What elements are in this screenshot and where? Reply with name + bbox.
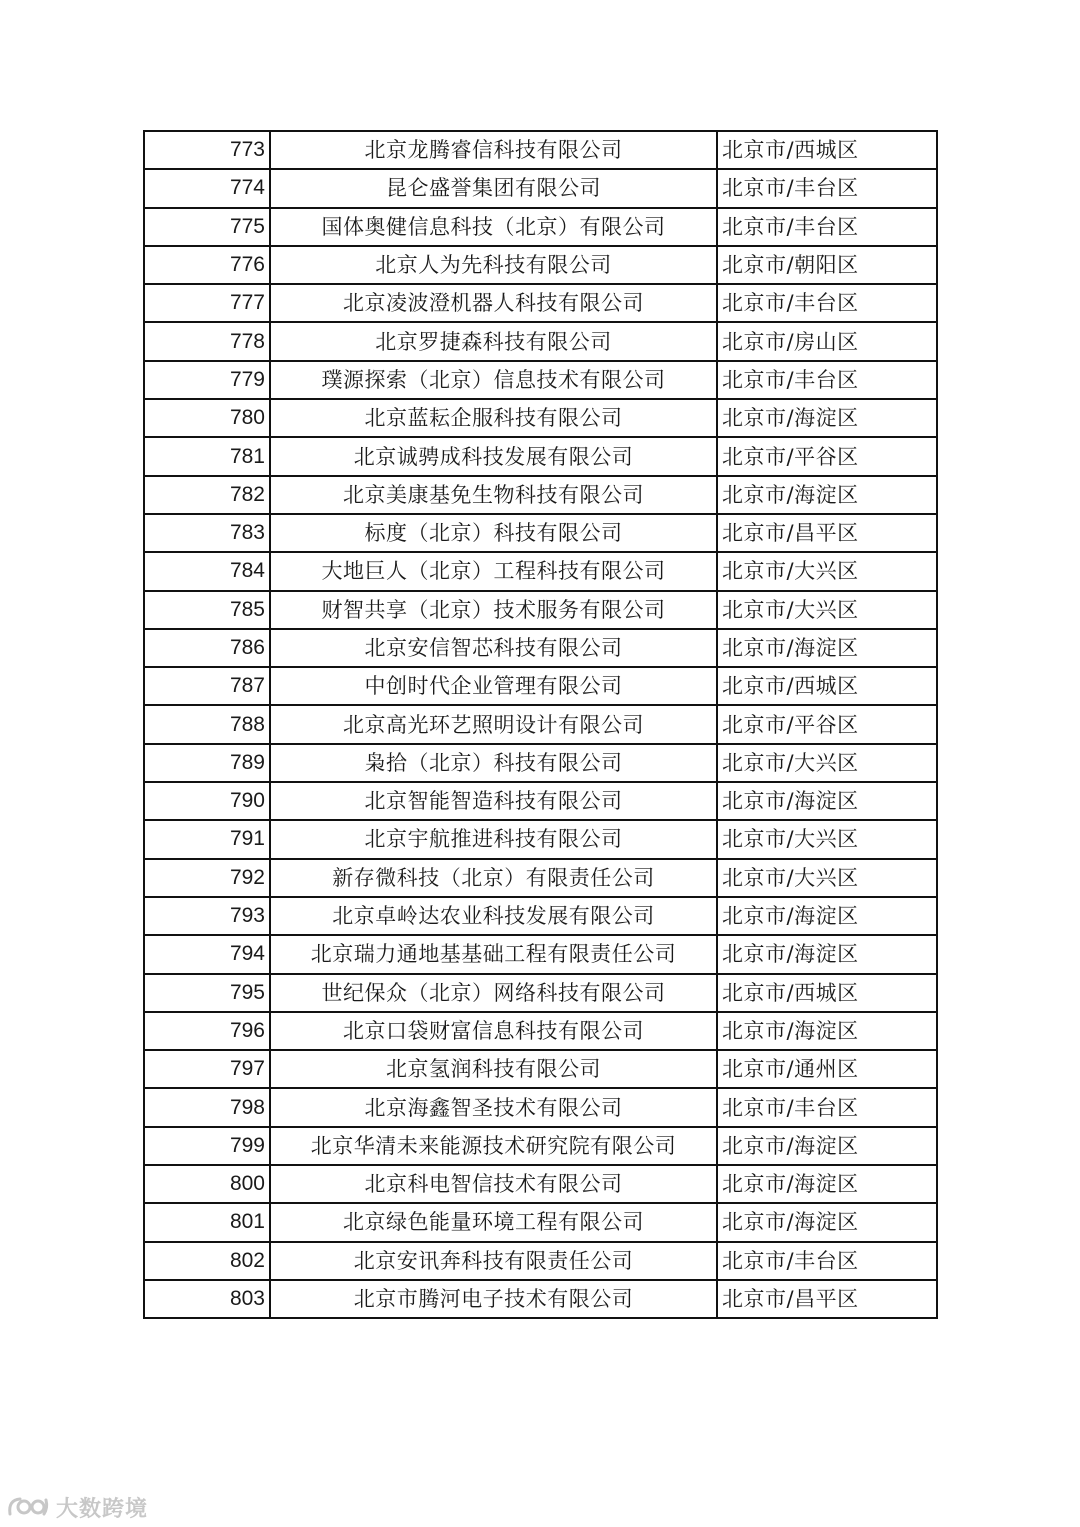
company-region: 北京市/大兴区 <box>717 820 937 858</box>
company-region: 北京市/西城区 <box>717 131 937 169</box>
table-row <box>144 1050 937 1088</box>
company-region: 北京市/朝阳区 <box>717 246 937 284</box>
company-name: 北京诚骋成科技发展有限公司 <box>270 437 717 475</box>
row-number: 784 <box>144 552 270 590</box>
table-row <box>144 1012 937 1050</box>
company-region: 北京市/昌平区 <box>717 1280 937 1318</box>
company-region: 北京市/西城区 <box>717 974 937 1012</box>
row-number: 775 <box>144 208 270 246</box>
company-region: 北京市/丰台区 <box>717 361 937 399</box>
company-region: 北京市/海淀区 <box>717 1012 937 1050</box>
company-region: 北京市/海淀区 <box>717 935 937 973</box>
company-name: 新存微科技（北京）有限责任公司 <box>270 859 717 897</box>
company-name: 中创时代企业管理有限公司 <box>270 667 717 705</box>
company-name: 璞源探索（北京）信息技术有限公司 <box>270 361 717 399</box>
table-row <box>144 552 937 590</box>
row-number: 779 <box>144 361 270 399</box>
company-name: 北京罗捷森科技有限公司 <box>270 322 717 360</box>
company-region: 北京市/海淀区 <box>717 1165 937 1203</box>
company-name: 北京智能智造科技有限公司 <box>270 782 717 820</box>
table-row <box>144 169 937 207</box>
table-row <box>144 208 937 246</box>
company-name: 枭拾（北京）科技有限公司 <box>270 744 717 782</box>
company-region: 北京市/海淀区 <box>717 1203 937 1241</box>
company-name: 北京海鑫智圣技术有限公司 <box>270 1088 717 1126</box>
row-number: 796 <box>144 1012 270 1050</box>
row-number: 778 <box>144 322 270 360</box>
row-number: 797 <box>144 1050 270 1088</box>
table-row <box>144 1242 937 1280</box>
company-region: 北京市/大兴区 <box>717 552 937 590</box>
table-row <box>144 361 937 399</box>
company-name: 国体奥健信息科技（北京）有限公司 <box>270 208 717 246</box>
company-name: 北京高光环艺照明设计有限公司 <box>270 705 717 743</box>
table-row <box>144 705 937 743</box>
company-region: 北京市/海淀区 <box>717 782 937 820</box>
table-row <box>144 1280 937 1318</box>
table-row <box>144 897 937 935</box>
company-name: 北京安信智芯科技有限公司 <box>270 629 717 667</box>
table-row <box>144 284 937 322</box>
row-number: 789 <box>144 744 270 782</box>
company-name: 北京瑞力通地基基础工程有限责任公司 <box>270 935 717 973</box>
row-number: 785 <box>144 591 270 629</box>
company-name: 世纪保众（北京）网络科技有限公司 <box>270 974 717 1012</box>
table-row <box>144 322 937 360</box>
table-row <box>144 667 937 705</box>
row-number: 782 <box>144 476 270 514</box>
row-number: 793 <box>144 897 270 935</box>
row-number: 787 <box>144 667 270 705</box>
row-number: 799 <box>144 1127 270 1165</box>
table-row <box>144 629 937 667</box>
company-region: 北京市/丰台区 <box>717 1088 937 1126</box>
row-number: 783 <box>144 514 270 552</box>
table-row <box>144 1127 937 1165</box>
row-number: 794 <box>144 935 270 973</box>
company-name: 北京科电智信技术有限公司 <box>270 1165 717 1203</box>
company-region: 北京市/海淀区 <box>717 629 937 667</box>
table-row <box>144 820 937 858</box>
company-region: 北京市/平谷区 <box>717 437 937 475</box>
table-row <box>144 859 937 897</box>
company-name: 北京美康基免生物科技有限公司 <box>270 476 717 514</box>
watermark-text: 大数跨境 <box>56 1496 149 1522</box>
row-number: 800 <box>144 1165 270 1203</box>
company-name: 北京华清未来能源技术研究院有限公司 <box>270 1127 717 1165</box>
row-number: 803 <box>144 1280 270 1318</box>
company-name: 北京口袋财富信息科技有限公司 <box>270 1012 717 1050</box>
company-region: 北京市/大兴区 <box>717 859 937 897</box>
company-name: 北京蓝耘企服科技有限公司 <box>270 399 717 437</box>
company-name: 昆仑盛誉集团有限公司 <box>270 169 717 207</box>
table-row <box>144 514 937 552</box>
table-row <box>144 399 937 437</box>
table-row <box>144 1203 937 1241</box>
row-number: 802 <box>144 1242 270 1280</box>
company-name: 北京安讯奔科技有限责任公司 <box>270 1242 717 1280</box>
table-row <box>144 935 937 973</box>
company-name: 大地巨人（北京）工程科技有限公司 <box>270 552 717 590</box>
table-row <box>144 744 937 782</box>
table-row <box>144 437 937 475</box>
row-number: 773 <box>144 131 270 169</box>
company-name: 北京绿色能量环境工程有限公司 <box>270 1203 717 1241</box>
company-name: 标度（北京）科技有限公司 <box>270 514 717 552</box>
company-name: 北京凌波澄机器人科技有限公司 <box>270 284 717 322</box>
table-row <box>144 476 937 514</box>
company-region: 北京市/丰台区 <box>717 284 937 322</box>
company-region: 北京市/丰台区 <box>717 169 937 207</box>
row-number: 798 <box>144 1088 270 1126</box>
company-region: 北京市/海淀区 <box>717 1127 937 1165</box>
row-number: 777 <box>144 284 270 322</box>
company-region: 北京市/海淀区 <box>717 399 937 437</box>
company-region: 北京市/丰台区 <box>717 1242 937 1280</box>
watermark <box>6 1491 148 1523</box>
company-name: 北京宇航推进科技有限公司 <box>270 820 717 858</box>
company-list-table <box>143 130 938 1319</box>
row-number: 786 <box>144 629 270 667</box>
company-name: 北京氢润科技有限公司 <box>270 1050 717 1088</box>
table-row <box>144 591 937 629</box>
row-number: 781 <box>144 437 270 475</box>
table-body <box>144 131 937 1318</box>
company-region: 北京市/海淀区 <box>717 897 937 935</box>
table-row <box>144 1088 937 1126</box>
company-name: 北京人为先科技有限公司 <box>270 246 717 284</box>
company-name: 北京龙腾睿信科技有限公司 <box>270 131 717 169</box>
row-number: 801 <box>144 1203 270 1241</box>
company-region: 北京市/大兴区 <box>717 744 937 782</box>
company-region: 北京市/大兴区 <box>717 591 937 629</box>
row-number: 790 <box>144 782 270 820</box>
table-row <box>144 246 937 284</box>
row-number: 795 <box>144 974 270 1012</box>
company-region: 北京市/海淀区 <box>717 476 937 514</box>
company-name: 北京卓岭达农业科技发展有限公司 <box>270 897 717 935</box>
table-row <box>144 974 937 1012</box>
company-region: 北京市/平谷区 <box>717 705 937 743</box>
row-number: 791 <box>144 820 270 858</box>
row-number: 780 <box>144 399 270 437</box>
company-region: 北京市/昌平区 <box>717 514 937 552</box>
table-row <box>144 1165 937 1203</box>
company-region: 北京市/房山区 <box>717 322 937 360</box>
company-name: 财智共享（北京）技术服务有限公司 <box>270 591 717 629</box>
row-number: 776 <box>144 246 270 284</box>
brand-logo-icon <box>6 1494 50 1520</box>
row-number: 792 <box>144 859 270 897</box>
table-row <box>144 131 937 169</box>
company-region: 北京市/丰台区 <box>717 208 937 246</box>
company-region: 北京市/西城区 <box>717 667 937 705</box>
row-number: 774 <box>144 169 270 207</box>
table-row <box>144 782 937 820</box>
company-region: 北京市/通州区 <box>717 1050 937 1088</box>
row-number: 788 <box>144 705 270 743</box>
company-name: 北京市腾河电子技术有限公司 <box>270 1280 717 1318</box>
